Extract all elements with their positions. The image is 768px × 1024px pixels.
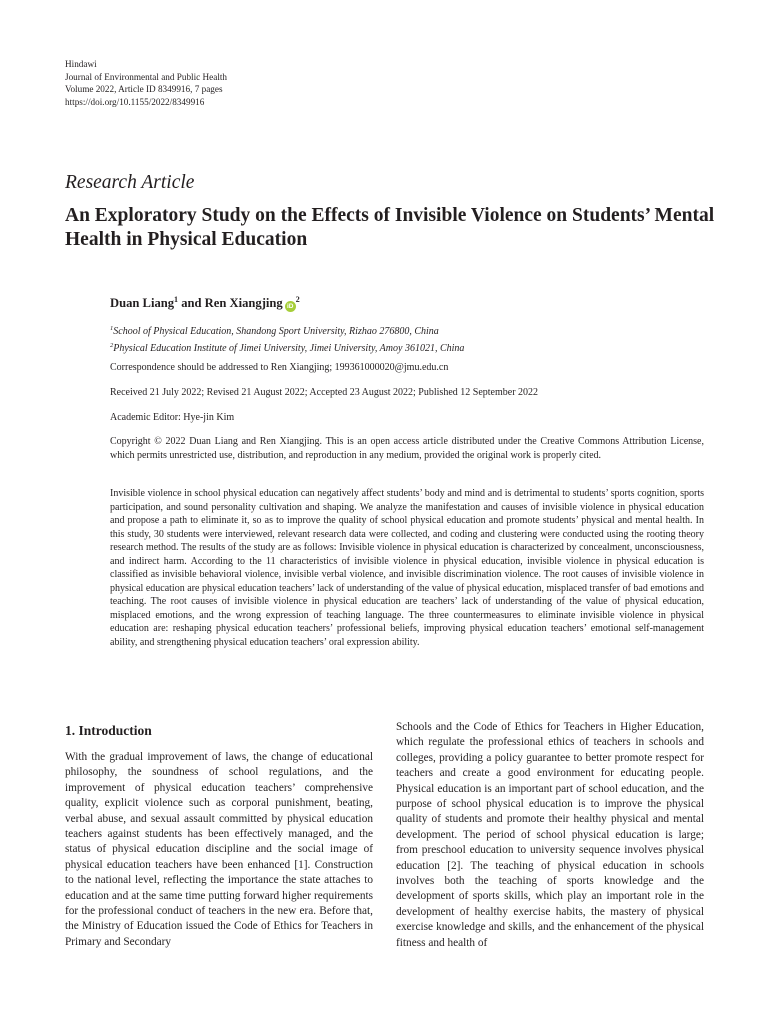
publisher-name: Hindawi [65, 59, 97, 69]
affiliations [110, 322, 704, 356]
affiliation-marker: 1 [174, 295, 179, 304]
author-name[interactable]: Ren Xiangjing [204, 296, 283, 310]
affiliation-item [110, 322, 704, 339]
academic-editor: Academic Editor: Hye-jin Kim [110, 412, 235, 423]
affiliation-text: Physical Education Institute of Jimei University, Jimei University, Amoy 361021, China [113, 343, 465, 354]
abstract: Invisible violence in school physical education can negatively affect students’ body and mind and is detrimental to students’ sports cognition, sports participation, and sound personality cultivation and shaping. We analyze the manifestation and causes of invisible violence in physical education and propose a path to eliminate it, so as to improve the quality of school physical education and promote students’ physical and mental health. In this study, 30 students were interviewed, relevant research data were collected, and coding and clustering were conducted using the rooting theory research method. The results of the study are as follows: Invisible violence in physical education is characterized by concealment, unconsciousness, and indirect harm. According to the 11 characteristics of invisible violence in physical education, invisible violence in physical education is classified as invisible behavioral violence, invisible verbal violence, and invisible discrimination violence. The root causes of invisible violence in physical education are physical education teachers’ lack of understanding of the value of physical education, misplaced transfer of bad emotions and teaching. The root causes of invisible violence in physical education are teachers’ lack of understanding of the value of physical education, misplaced emotions, and the wrong expression of teaching language. The three countermeasures to eliminate invisible violence in physical education are: reshaping physical education teachers’ professional beliefs, improving physical education teachers’ emotional self-management ability, and strengthening physical education teachers’ oral expression ability. [110, 488, 704, 649]
body-column-left: With the gradual improvement of laws, the change of educational philosophy, the soundness of school regulations, and the improvement of physical education teachers’ comprehensive quality, explicit violence such as corporal punishment, beating, verbal abuse, and sexual assault committed by physical education teachers against students has been effectively managed, and the status of physical education discipline and the social image of physical education teachers have been enhanced [1]. Construction to the national level, reflecting the importance the state attaches to education and at the same time putting forward higher requirements for the professional conduct of teachers in the new era. Before that, the Ministry of Education issued the Code of Ethics for Teachers in Primary and Secondary [65, 751, 373, 948]
article-type: Research Article [65, 172, 195, 193]
journal-name: Journal of Environmental and Public Health [65, 71, 228, 82]
journal-meta [65, 58, 227, 108]
affiliation-item [110, 339, 704, 356]
affiliation-marker: 1 [110, 325, 114, 332]
body-column-right: Schools and the Code of Ethics for Teachers in Higher Education, which regulate the professional ethics of teachers in schools and colleges, providing a policy guarantee to better promote respect for teachers and create a good environment for educating people. Physical education is an important part of school education, and the purpose of school physical education is to improve the physical quality of students and promote their healthy physical and mental development. The period of school physical education is large; from preschool education to university sequence involves physical education [2]. The teaching of physical education in schools involves both the teaching of sports knowledge and the development of sports skills, which play an important role in the development of healthy exercise habits, the mastery of physical exercise knowledge and skills, and the enhancement of the physical fitness and health of [396, 721, 704, 949]
orcid-icon[interactable]: iD [285, 301, 296, 312]
copyright-notice: Copyright © 2022 Duan Liang and Ren Xiangjing. This is an open access article distributed under the Creative Commons Attribution License, which permits unrestricted use, distribution, and reproduction in any medium, provided the original work is properly cited. [110, 436, 704, 461]
volume-info: Volume 2022, Article ID 8349916, 7 pages [65, 84, 223, 94]
section-heading: 1. Introduction [65, 723, 152, 738]
affiliation-text: School of Physical Education, Shandong Sport University, Rizhao 276800, China [113, 326, 439, 337]
affiliation-marker: 2 [110, 342, 114, 349]
affiliation-marker: 2 [295, 295, 300, 304]
publication-dates: Received 21 July 2022; Revised 21 August 2022; Accepted 23 August 2022; Published 12 September 2022 [110, 387, 539, 398]
correspondence: Correspondence should be addressed to Ren Xiangjing; 199361000020@jmu.edu.cn [110, 362, 449, 373]
author-list [110, 292, 704, 312]
author-connector: and [181, 296, 202, 310]
article-title: An Exploratory Study on the Effects of Invisible Violence on Students’ Mental Health in Physical Education [65, 205, 715, 250]
author-name[interactable]: Duan Liang [110, 296, 175, 310]
doi-link[interactable]: https://doi.org/10.1155/2022/8349916 [65, 96, 205, 107]
